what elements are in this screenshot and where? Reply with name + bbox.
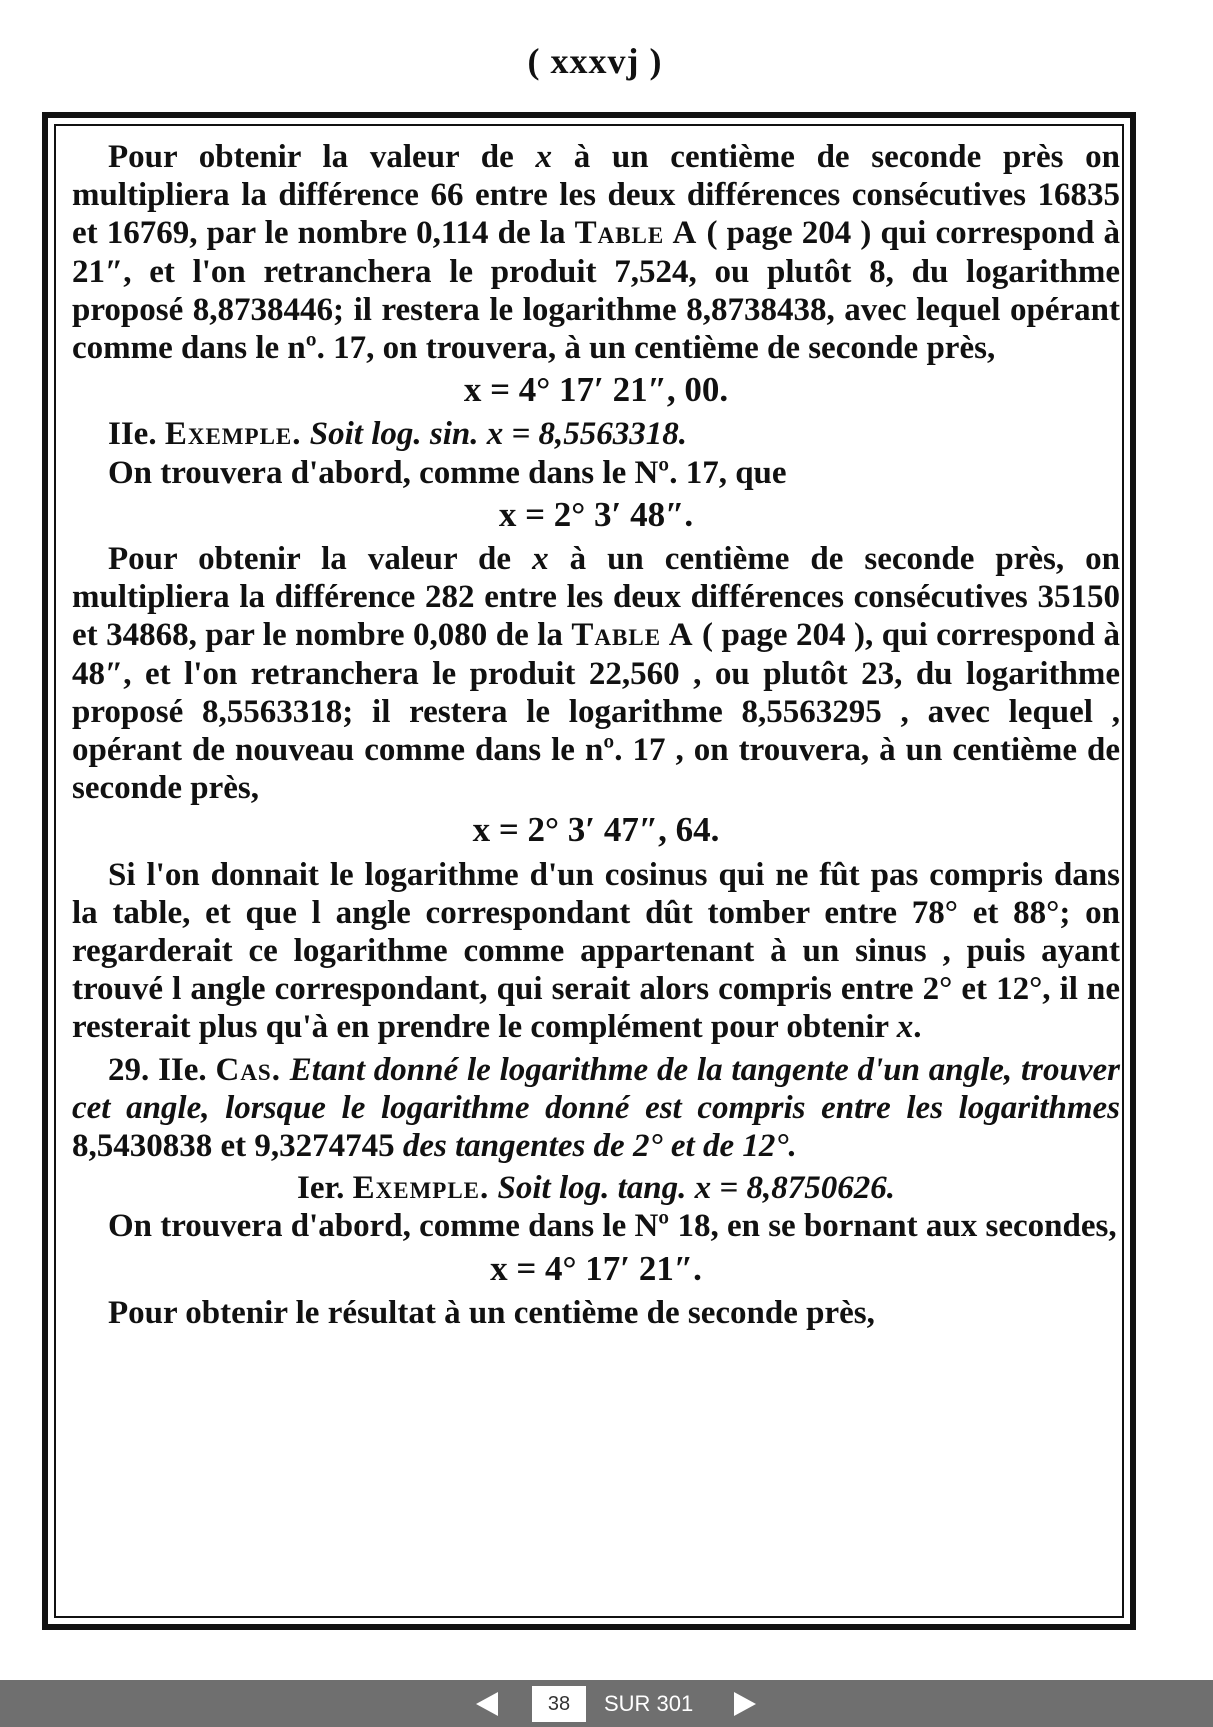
triangle-left-icon[interactable] [476,1692,498,1716]
page-header-number: ( xxxvj ) [527,41,663,81]
paragraph-7: Pour obtenir le résultat à un centième de seconde près, [108,1294,875,1331]
page-total-label: SUR 301 [604,1691,694,1716]
paragraph-1: Pour obtenir la valeur de x à un centième de seconde près on multipliera la différence 66 entre les deux différences consécutives 16835 et 16769, par le nombre 0,114 de la Table A ( page 204 ) qui correspond à 21″, et l'on retranchera le produit 7,524, ou plutôt 8, du logarithme proposé 8,8738446; il restera le logarithme 8,8738438, avec lequel opérant comme dans le nº. 17, on trouvera, à un centième de seconde près, [72,139,1120,367]
paragraph-3: Pour obtenir la valeur de x à un centième de seconde près, on multipliera la différence 282 entre les deux différences consécutives 35150 et 34868, par le nombre 0,080 de la Table A ( page 204 ), qui correspond à 48″, et l'on retranchera le produit 22,560 , ou plutôt 23, du logarithme proposé 8,5563318; il restera le logarithme 8,5563295 , avec lequel , opérant de nouveau comme dans le nº. 17 , on trouvera, à un centième de seconde près, [72,541,1121,807]
paragraph-2: On trouvera d'abord, comme dans le Nº. 17, que [108,454,787,491]
triangle-right-icon[interactable] [734,1692,756,1716]
page-body-text [72,138,1120,1332]
page-navigation [0,1680,1213,1727]
paragraph-4: Si l'on donnait le logarithme d'un cosinus qui ne fût pas compris dans la table, et que l angle correspondant dût tomber entre 78° et 88°; on regarderait ce logarithme comme appartenant à un sinus , puis ayant trouvé l angle correspondant, qui serait alors compris entre 2° et 12°, il ne resterait plus qu'à en prendre le complément pour obtenir x. [72,856,1120,1046]
example-1-heading: Ier. Exemple. Soit log. tang. x = 8,8750626. [297,1170,895,1207]
equation-4: x = 4° 17′ 21″. [490,1248,702,1288]
equation-2: x = 2° 3′ 48″. [498,494,694,534]
page-number-input[interactable] [532,1686,586,1722]
example-2-heading: IIe. Exemple. Soit log. sin. x = 8,5563318. [108,416,688,453]
paragraph-6: On trouvera d'abord, comme dans le Nº 18, en se bornant aux secondes, [108,1208,1117,1245]
equation-3: x = 2° 3′ 47″, 64. [472,810,720,850]
case-2-heading: 29. IIe. Cas. Etant donné le logarithme de la tangente d'un angle, trouver cet angle, lorsque le logarithme donné est compris entre les logarithmes 8,5430838 et 9,3274745 des tangentes de 2° et de 12°. [72,1051,1120,1165]
equation-1: x = 4° 17′ 21″, 00. [463,370,729,410]
page-navigation-bar [0,1680,1213,1727]
